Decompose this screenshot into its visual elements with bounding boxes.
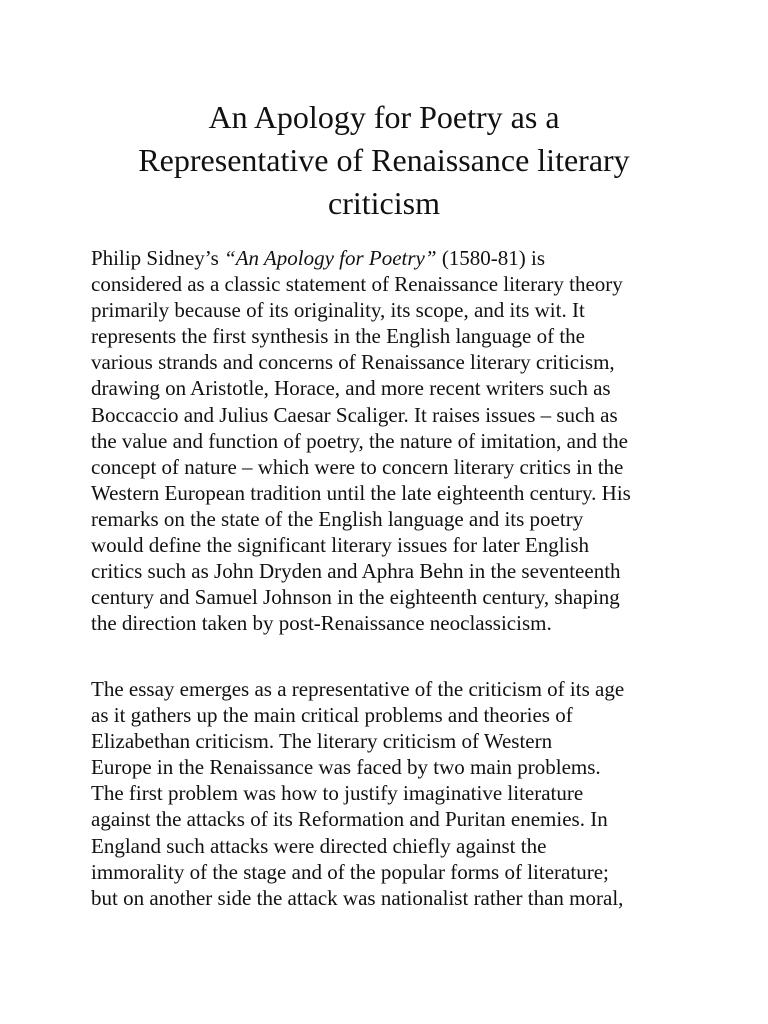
paragraph-line: the direction taken by post-Renaissance neoclassicism. (91, 611, 552, 636)
paragraph-line: remarks on the state of the English language and its poetry (91, 506, 584, 531)
paragraph-line: drawing on Aristotle, Horace, and more recent writers such as (91, 376, 611, 401)
paragraph-line: critics such as John Dryden and Aphra Behn in the seventeenth (91, 559, 621, 584)
paragraph-line: The essay emerges as a representative of the criticism of its age (91, 677, 625, 701)
title-line: An Apology for Poetry as a (208, 99, 560, 135)
paragraph-line: immorality of the stage and of the popular forms of literature; (91, 859, 609, 884)
title-line: Representative of Renaissance literary (138, 142, 630, 178)
paragraph-line: represents the first synthesis in the English language of the (91, 324, 585, 349)
paragraph-line: against the attacks of its Reformation and Puritan enemies. In (91, 807, 608, 832)
title-line: criticism (328, 185, 440, 221)
paragraph-line: Boccaccio and Julius Caesar Scaliger. It raises issues – such as (91, 402, 618, 427)
paragraph-2 (91, 676, 691, 911)
paragraph-line: century and Samuel Johnson in the eighteenth century, shaping (91, 585, 620, 610)
paragraph-line: considered as a classic statement of Renaissance literary theory (91, 272, 623, 297)
paragraph-line: as it gathers up the main critical problems and theories of (91, 703, 573, 728)
paragraph-line: the value and function of poetry, the nature of imitation, and the (91, 428, 628, 453)
paragraph-line: various strands and concerns of Renaissance literary criticism, (91, 350, 615, 375)
paragraph-line: Europe in the Renaissance was faced by two main problems. (91, 755, 601, 780)
paragraph-line: England such attacks were directed chiefly against the (91, 833, 547, 858)
paragraph-line: primarily because of its originality, its scope, and its wit. It (91, 298, 585, 323)
paragraph-line: Western European tradition until the late eighteenth century. His (91, 480, 631, 505)
document-title (60, 96, 708, 225)
work-title-italic: “An Apology for Poetry” (224, 246, 437, 270)
paragraph-line: would define the significant literary issues for later English (91, 533, 590, 558)
author-text: Philip Sidney’s (91, 246, 225, 270)
date-text: (1580-81) is (436, 246, 546, 270)
paragraph-line: concept of nature – which were to concern literary critics in the (91, 454, 624, 479)
paragraph-1 (91, 245, 691, 636)
paragraph-line: The first problem was how to justify imaginative literature (91, 781, 584, 806)
paragraph-line (91, 245, 691, 271)
paragraph-line: Elizabethan criticism. The literary criticism of Western (91, 729, 553, 754)
paragraph-line: but on another side the attack was nationalist rather than moral, (91, 885, 624, 910)
